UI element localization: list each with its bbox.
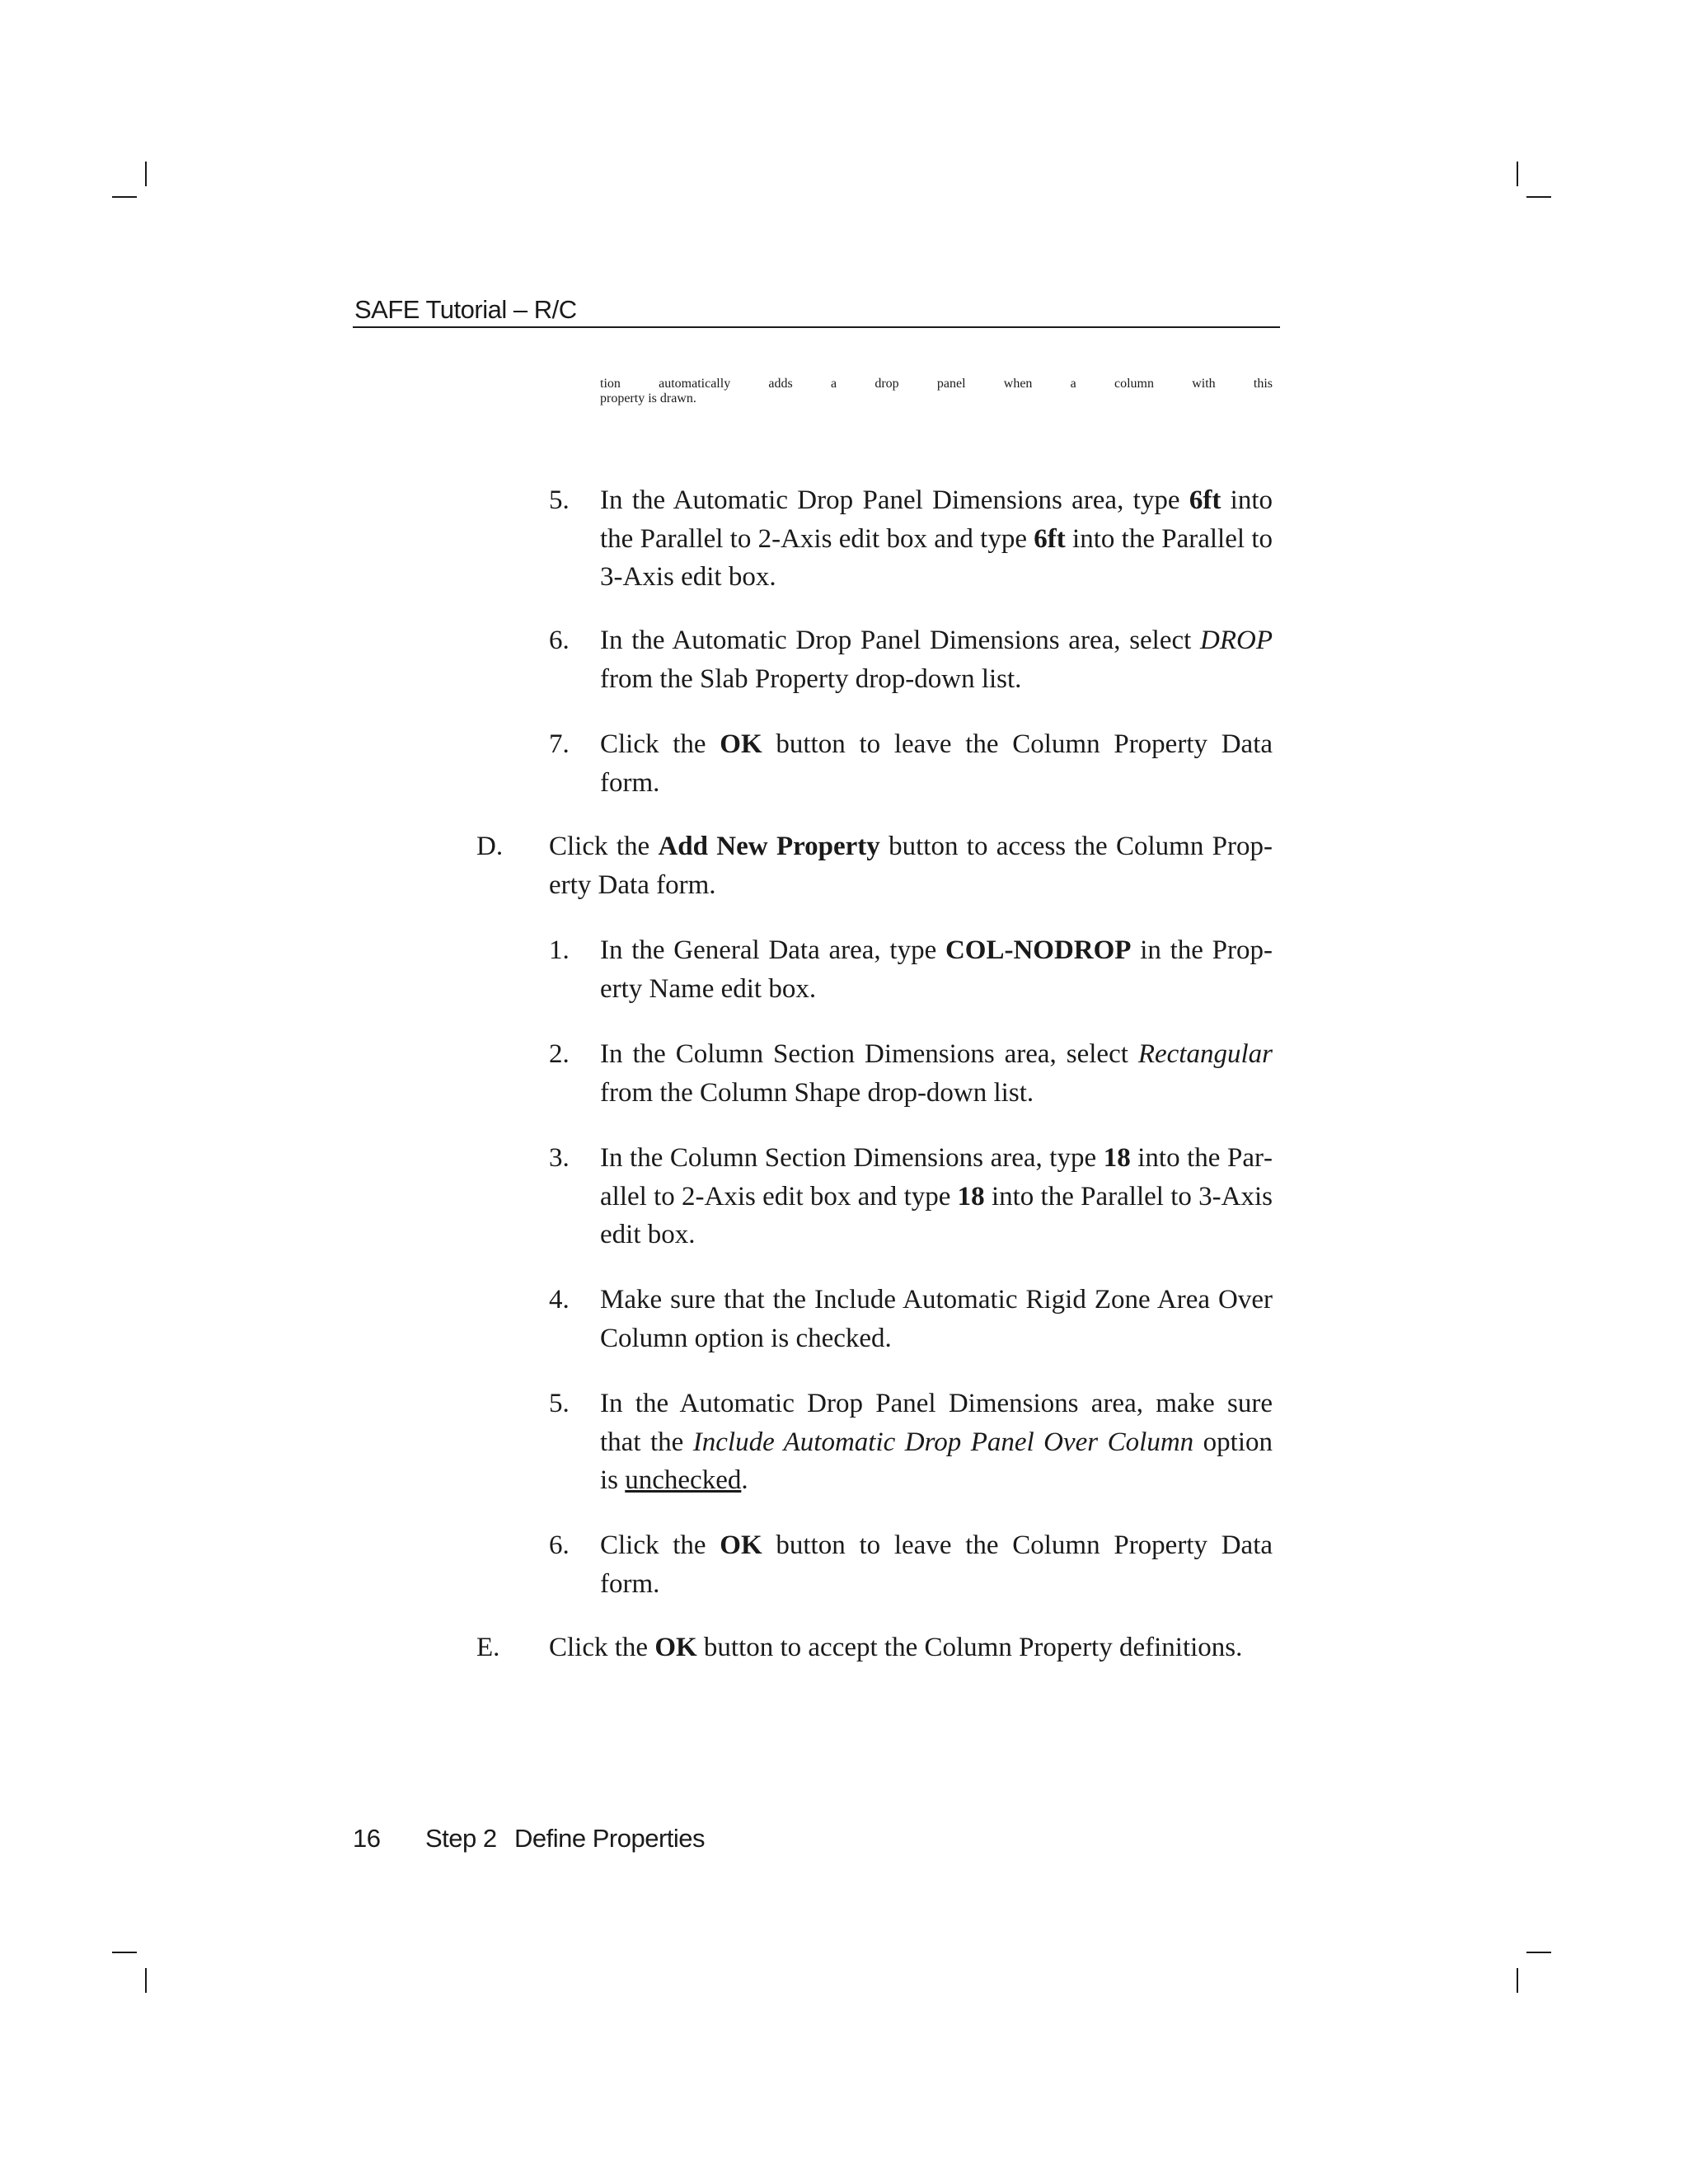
bold-term: Add New Property <box>658 832 880 861</box>
bold-term: OK <box>654 1633 697 1662</box>
continuation-paragraph <box>600 377 1273 406</box>
substep-paragraph <box>600 1139 1273 1254</box>
crop-mark <box>1517 162 1518 186</box>
step-text: from the Column Shape drop-down list. <box>600 1077 1034 1108</box>
step-text: Click the <box>600 729 720 759</box>
substep-number: 6. <box>549 626 570 655</box>
step-text: In the Automatic Drop Panel Dimensions area, select <box>600 626 1201 655</box>
page-number: 16 <box>353 1824 381 1853</box>
step-text: into the Parallel to 3-Axis edit box. <box>600 523 1273 592</box>
substep-number: 7. <box>549 729 570 759</box>
bold-term: OK <box>720 729 762 759</box>
step-text: in the Property Name edit box. <box>600 935 1273 1004</box>
footer-section: Define Properties <box>514 1824 706 1853</box>
crop-mark <box>145 1968 147 1993</box>
substep-paragraph <box>600 481 1273 597</box>
continuation-line: property is drawn. <box>600 391 696 405</box>
underlined-term: unchecked <box>625 1465 742 1495</box>
running-title: SAFE Tutorial – R/C <box>354 295 577 324</box>
step-text: In the Automatic Drop Panel Dimensions area, make sure that the <box>600 1389 1273 1457</box>
crop-mark <box>145 162 147 186</box>
substep-number: 2. <box>549 1039 570 1069</box>
crop-mark <box>1526 1952 1551 1953</box>
step-paragraph <box>549 827 1273 904</box>
step-text: button to leave the Column Property Data form. <box>600 729 1273 798</box>
step-text: from the Slab Property drop-down list. <box>600 663 1022 694</box>
bold-term: 6ft <box>1034 523 1066 554</box>
italic-term: Rectangular <box>1137 1039 1273 1069</box>
substep-paragraph <box>600 1385 1273 1500</box>
step-text: into the Parallel to 3-Axis edit box. <box>600 1181 1273 1249</box>
substep-number: 6. <box>549 1530 570 1560</box>
step-text: into the Parallel to 2-Axis edit box and type <box>600 1143 1273 1212</box>
substep-paragraph <box>600 1281 1273 1357</box>
step-text: In the General Data area, type <box>600 935 945 965</box>
step-text: button to accept the Column Property definitions. <box>696 1633 1243 1662</box>
substep-paragraph <box>600 1526 1273 1603</box>
step-text: In the Column Section Dimensions area, type <box>600 1143 1104 1173</box>
italic-term: DROP <box>1200 626 1273 655</box>
crop-mark <box>112 196 137 198</box>
step-letter: E. <box>476 1633 500 1662</box>
substep-number: 3. <box>549 1143 570 1173</box>
step-text: Click the <box>549 1633 655 1662</box>
continuation-line: tion automatically adds a drop panel when a column with this <box>600 377 1273 391</box>
running-header <box>353 290 1280 328</box>
step-text: In the Column Section Dimensions area, select <box>600 1039 1138 1069</box>
substep-number: 4. <box>549 1285 570 1315</box>
step-text: In the Automatic Drop Panel Dimensions area, type <box>600 485 1189 515</box>
substep-paragraph <box>600 931 1273 1008</box>
step-text: button to leave the Column Property Data form. <box>600 1530 1273 1599</box>
step-text: button to access the Column Property Data form. <box>549 832 1273 900</box>
substep-paragraph <box>600 621 1273 698</box>
crop-mark <box>112 1952 137 1953</box>
bold-term: 18 <box>1103 1143 1131 1173</box>
crop-mark <box>1517 1968 1518 1993</box>
step-text: into the Parallel to 2-Axis edit box and type <box>600 485 1273 554</box>
bold-term: 6ft <box>1189 485 1221 515</box>
substep-paragraph <box>600 725 1273 802</box>
bold-term: OK <box>720 1530 762 1560</box>
substep-number: 1. <box>549 935 570 965</box>
bold-term: COL-NODROP <box>945 935 1132 965</box>
italic-term: Include Automatic Drop Panel Over Column <box>692 1427 1194 1457</box>
step-text: Make sure that the Include Automatic Rigid Zone Area Over Column option is checked. <box>600 1285 1273 1353</box>
step-letter: D. <box>476 832 504 861</box>
substep-number: 5. <box>549 485 570 515</box>
substep-paragraph <box>600 1035 1273 1112</box>
step-text: option is <box>600 1427 1273 1495</box>
step-paragraph <box>549 1629 1273 1667</box>
step-text: Click the <box>600 1530 720 1560</box>
bold-term: 18 <box>957 1181 985 1212</box>
step-text: . <box>741 1465 748 1495</box>
step-text: Click the <box>549 832 659 861</box>
footer-step: Step 2 <box>425 1824 497 1853</box>
crop-mark <box>1526 196 1551 198</box>
substep-number: 5. <box>549 1389 570 1418</box>
